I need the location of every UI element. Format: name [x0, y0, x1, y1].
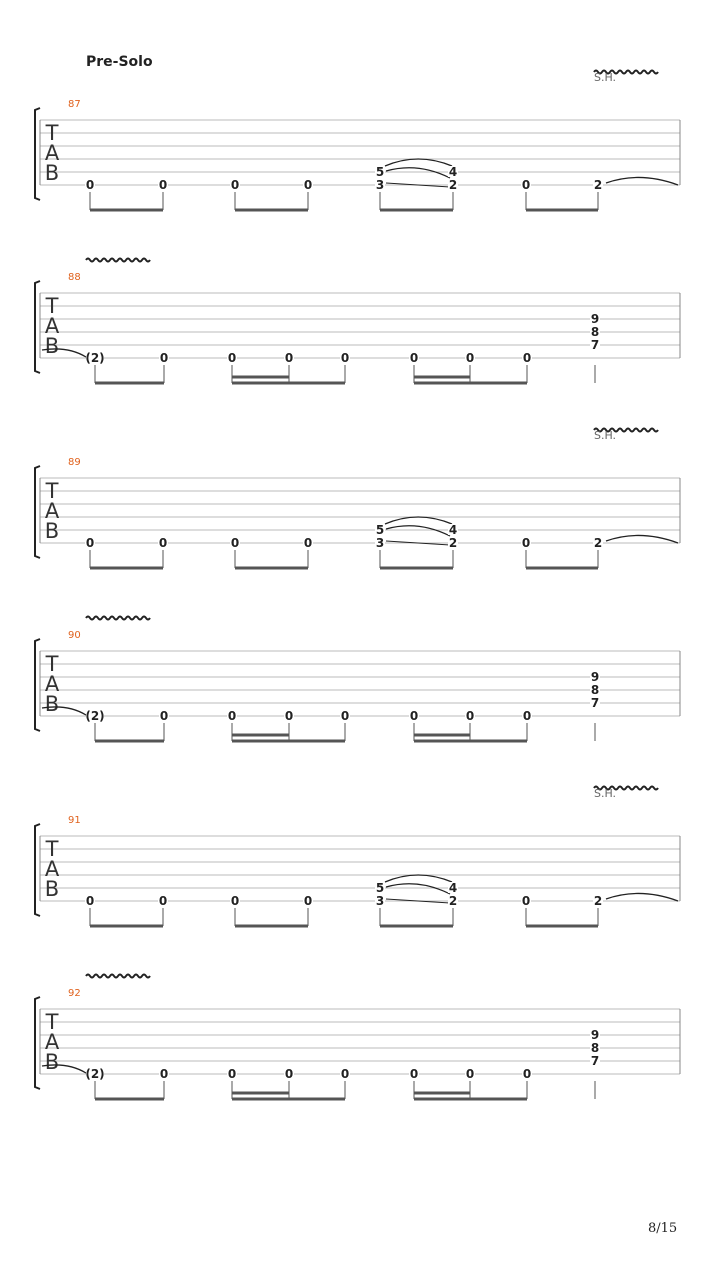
tie-arc	[385, 875, 452, 882]
fret-number: 5	[375, 165, 385, 179]
fret-number: 0	[230, 536, 240, 550]
vibrato-wavy-line-icon	[86, 617, 150, 620]
fret-number: 0	[303, 178, 313, 192]
fret-number: 0	[409, 1067, 419, 1081]
tab-clef-letter: B	[44, 334, 60, 358]
tie-arc	[386, 526, 450, 536]
fret-number: 0	[521, 894, 531, 908]
fret-number: 0	[85, 894, 95, 908]
fret-number: 0	[284, 351, 294, 365]
fret-number: (2)	[85, 351, 105, 365]
fret-number: 2	[448, 178, 458, 192]
fret-number: 8	[590, 1041, 600, 1055]
tab-system-88	[0, 223, 720, 393]
tab-clef-letter: B	[44, 161, 60, 185]
vibrato-wavy-line-icon	[86, 975, 150, 978]
fret-number: (2)	[85, 709, 105, 723]
tie-arc	[606, 535, 678, 543]
tab-system-89	[0, 408, 720, 578]
section-title: Pre-Solo	[86, 54, 153, 70]
vibrato-wavy-line-icon	[86, 259, 150, 262]
fret-number: 0	[340, 709, 350, 723]
tab-clef-letter: T	[45, 294, 59, 318]
fret-number: 2	[593, 178, 603, 192]
fret-number: 5	[375, 523, 385, 537]
fret-number: 0	[465, 351, 475, 365]
fret-number: 0	[409, 351, 419, 365]
fret-number: 0	[230, 178, 240, 192]
tie-arc	[385, 517, 452, 524]
fret-number: 0	[158, 894, 168, 908]
fret-number: 3	[375, 178, 385, 192]
fret-number: 0	[159, 1067, 169, 1081]
semi-harmonic-label: S.H.	[594, 71, 617, 84]
fret-number: 4	[448, 165, 458, 179]
tab-clef-letter: T	[45, 121, 59, 145]
fret-number: 3	[375, 536, 385, 550]
fret-number: 0	[230, 894, 240, 908]
fret-number: 0	[85, 536, 95, 550]
fret-number: 7	[590, 696, 600, 710]
fret-number: 2	[448, 894, 458, 908]
fret-number: 3	[375, 894, 385, 908]
semi-harmonic-label: S.H.	[594, 429, 617, 442]
fret-number: 2	[593, 894, 603, 908]
fret-number: 0	[465, 1067, 475, 1081]
bar-number: 91	[68, 815, 81, 826]
tab-clef-letter: T	[45, 1010, 59, 1034]
fret-number: 0	[521, 536, 531, 550]
fret-number: 0	[522, 351, 532, 365]
fret-number: 0	[340, 351, 350, 365]
bar-number: 90	[68, 630, 81, 641]
tab-clef-letter: A	[44, 141, 60, 165]
tab-clef-letter: A	[44, 857, 60, 881]
tie-arc	[385, 159, 452, 166]
fret-number: 0	[284, 709, 294, 723]
fret-number: 5	[375, 881, 385, 895]
fret-number: 8	[590, 325, 600, 339]
fret-number: 0	[521, 178, 531, 192]
tab-system-90	[0, 581, 720, 751]
tie-arc	[386, 884, 450, 894]
tab-clef-letter: A	[44, 314, 60, 338]
fret-number: 7	[590, 338, 600, 352]
fret-number: 9	[590, 670, 600, 684]
tab-system-91	[0, 766, 720, 936]
system-bracket	[35, 466, 40, 558]
fret-number: 0	[522, 1067, 532, 1081]
system-bracket	[35, 824, 40, 916]
fret-number: 9	[590, 312, 600, 326]
tie-arc	[606, 177, 678, 185]
tab-clef-letter: B	[44, 692, 60, 716]
system-bracket	[35, 997, 40, 1089]
fret-number: 0	[522, 709, 532, 723]
fret-number: 0	[158, 536, 168, 550]
fret-number: 0	[227, 351, 237, 365]
fret-number: 0	[303, 536, 313, 550]
fret-number: (2)	[85, 1067, 105, 1081]
tab-clef-letter: B	[44, 519, 60, 543]
tie-arc	[386, 168, 450, 178]
fret-number: 8	[590, 683, 600, 697]
fret-number: 0	[159, 709, 169, 723]
fret-number: 4	[448, 881, 458, 895]
fret-number: 7	[590, 1054, 600, 1068]
tie-arc	[606, 893, 678, 901]
bar-number: 92	[68, 988, 81, 999]
tab-clef-letter: T	[45, 837, 59, 861]
system-bracket	[35, 108, 40, 200]
tab-system-87	[0, 50, 720, 220]
tab-clef-letter: A	[44, 672, 60, 696]
page-number: 8/15	[648, 1221, 678, 1236]
bar-number: 87	[68, 99, 81, 110]
fret-number: 4	[448, 523, 458, 537]
fret-number: 0	[158, 178, 168, 192]
bar-number: 89	[68, 457, 81, 468]
tab-clef-letter: B	[44, 877, 60, 901]
semi-harmonic-label: S.H.	[594, 787, 617, 800]
tab-clef-letter: A	[44, 1030, 60, 1054]
tab-clef-letter: T	[45, 652, 59, 676]
fret-number: 0	[284, 1067, 294, 1081]
fret-number: 0	[409, 709, 419, 723]
tab-clef-letter: B	[44, 1050, 60, 1074]
fret-number: 0	[85, 178, 95, 192]
bar-number: 88	[68, 272, 81, 283]
tab-system-92	[0, 939, 720, 1109]
fret-number: 0	[227, 709, 237, 723]
fret-number: 0	[227, 1067, 237, 1081]
fret-number: 2	[593, 536, 603, 550]
fret-number: 0	[340, 1067, 350, 1081]
fret-number: 9	[590, 1028, 600, 1042]
fret-number: 2	[448, 536, 458, 550]
tab-clef-letter: T	[45, 479, 59, 503]
fret-number: 0	[159, 351, 169, 365]
tab-clef-letter: A	[44, 499, 60, 523]
fret-number: 0	[465, 709, 475, 723]
system-bracket	[35, 639, 40, 731]
fret-number: 0	[303, 894, 313, 908]
system-bracket	[35, 281, 40, 373]
